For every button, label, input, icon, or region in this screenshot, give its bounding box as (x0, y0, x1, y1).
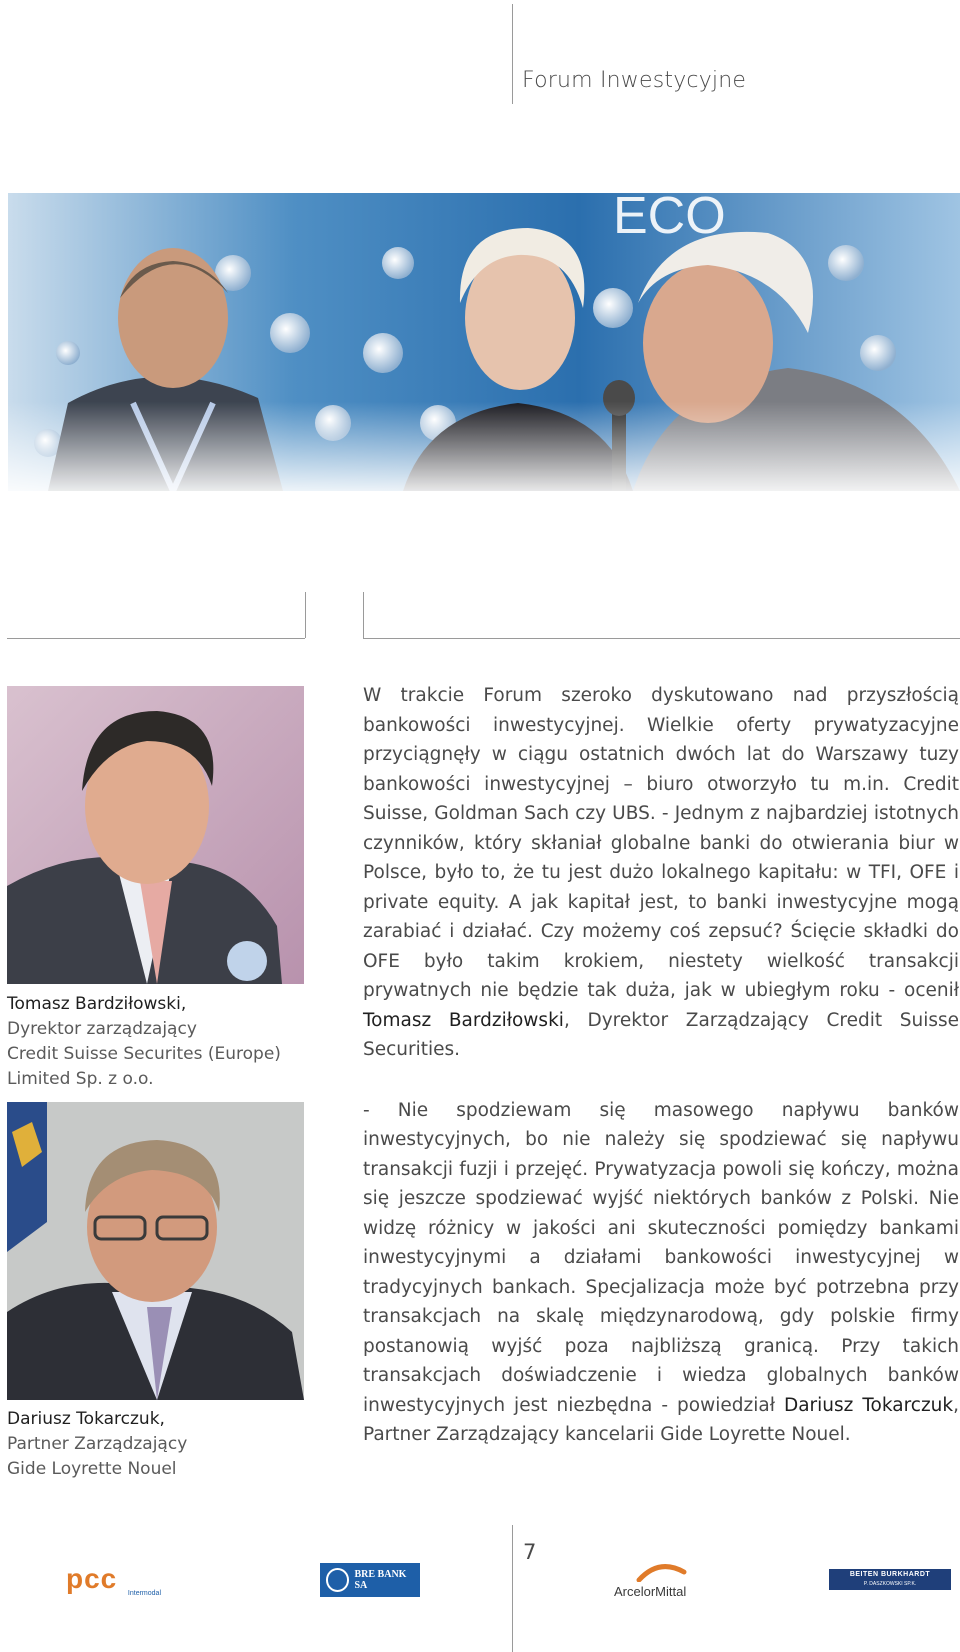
bre-bank-logo (320, 1563, 420, 1597)
caption-2-line: Partner Zarządzający (7, 1434, 188, 1454)
pcc-logo (66, 1563, 161, 1597)
caption-1-name: Tomasz Bardziłowski, (7, 994, 187, 1014)
left-column-rule (7, 638, 305, 639)
speaker-name: Tomasz Bardziłowski (363, 1009, 564, 1031)
page-number: 7 (523, 1540, 537, 1564)
speaker-name: Dariusz Tokarczuk (783, 1394, 954, 1416)
bre-bank-logo-text: BRE BANK SA (354, 1569, 407, 1591)
beiten-burkhardt-logo (829, 1569, 951, 1590)
arcelormittal-arc-icon (614, 1560, 704, 1582)
paragraph-text: W trakcie Forum szeroko dyskutowano nad przyszłością bankowości inwestycyjnej. Wielkie oferty prywatyzacyjne przyciągnęły w ciągu ostatnich dwóch lat do Warszawy tuzy bankowości inwestycyjnej – biuro otworzyło tu m.in. Credit Suisse, Goldman Sach czy UBS. - Jednym z najbardziej istotnych czynników, który skłaniał globalne banki do otwierania biur w Polsce, było to, że tu jest dużo lokalnego kapitału: w TFI, OFE i private equity. A jak kapitał jest, to banki inwestycyjne mogą zarabiać i działać. Czy możemy coś zepsuć? Ścięcie składki do OFE było takim krokiem, niestety wielkość transakcji prywatnych nie będzie tak duża, jak w ubiegłym roku - ocenił (363, 685, 959, 1001)
caption-2 (7, 1407, 307, 1482)
portrait-photo-1 (7, 686, 304, 984)
portrait-photo-2 (7, 1102, 304, 1400)
pcc-logo-subtext: Intermodal (127, 1590, 161, 1597)
article-body (363, 681, 959, 1450)
arcelormittal-logo-text: ArcelorMittal (614, 1584, 687, 1599)
caption-1-line: Limited Sp. z o.o. (7, 1069, 154, 1089)
bre-bank-emblem-icon (326, 1568, 349, 1592)
article-paragraph-2 (363, 1096, 959, 1450)
paragraph-text: - Nie spodziewam się masowego napływu banków inwestycyjnych, bo nie należy się spodziewać się napływu transakcji fuzji i przejęć. Prywatyzacja powoli się kończy, można się jeszcze spodziewać wyjść niektórych banków z Polski. Nie widzę różnicy w jakości ani skuteczności pomiędzy bankami inwestycyjnymi a działami bankowości inwestycyjnej w tradycyjnych bankach. Specjalizacja może być potrzebna przy transakcjach na skalę międzynarodową, gdy polskie firmy postanowią wyjść poza najbliższą granicą. Przy takich transakcjach doświadczenie i wiedza globalnych banków inwestycyjnych jest niezbędna - powiedział (363, 1099, 959, 1416)
caption-1 (7, 992, 307, 1092)
page-section-title: Forum Inwestycyjne (522, 68, 747, 93)
caption-2-name: Dariusz Tokarczuk, (7, 1409, 165, 1429)
left-column-divider (305, 592, 306, 638)
caption-1-line: Dyrektor zarządzający (7, 1019, 197, 1039)
footer-divider (512, 1525, 513, 1652)
pcc-logo-text: pcc (66, 1563, 118, 1594)
arcelormittal-logo (614, 1560, 704, 1604)
paragraph-text: , Dyrektor Zarządzający Credit Suisse Securities. (363, 1009, 959, 1060)
caption-1-line: Credit Suisse Securites (Europe) (7, 1044, 281, 1064)
beiten-burkhardt-logo-subtext: P. DASZKOWSKI SP.K. (863, 1581, 917, 1587)
caption-2-line: Gide Loyrette Nouel (7, 1459, 177, 1479)
header-divider (512, 4, 513, 104)
right-column-rule (363, 638, 960, 639)
beiten-burkhardt-logo-text: BEITEN BURKHARDT (849, 1571, 931, 1578)
hero-photo (8, 193, 960, 491)
portrait-image-1 (7, 686, 304, 984)
portrait-image-2 (7, 1102, 304, 1400)
paragraph-text: , Partner Zarządzający kancelarii Gide Loyrette Nouel. (363, 1394, 959, 1445)
article-paragraph-1 (363, 681, 959, 1065)
right-column-divider (363, 592, 364, 638)
panel-discussion-image (8, 193, 960, 491)
